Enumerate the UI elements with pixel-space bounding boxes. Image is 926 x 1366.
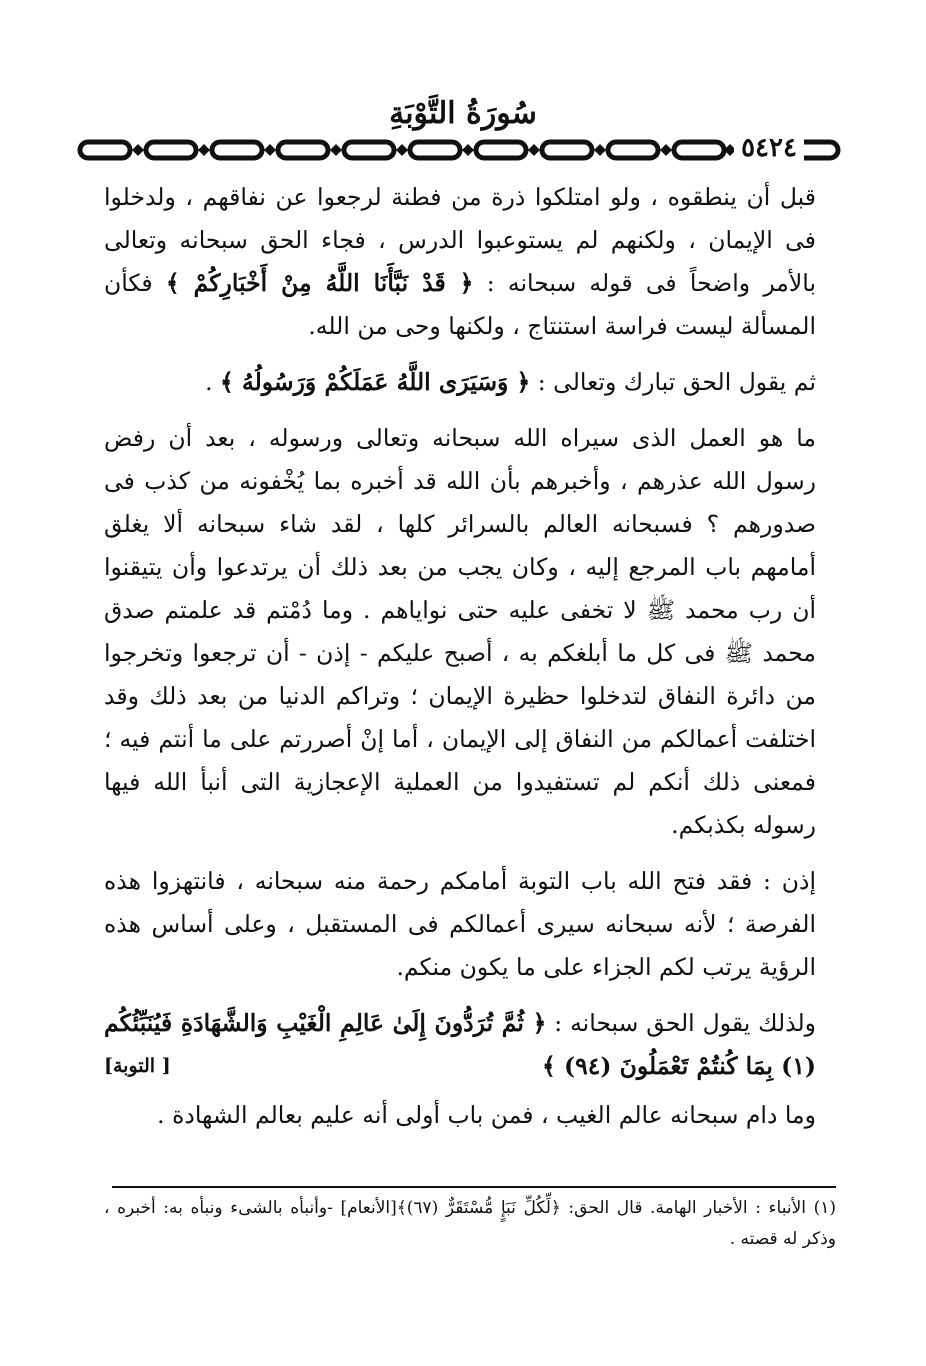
footnote: (١) الأنباء : الأخبار الهامة. قال الحق: ﴿لِّكُلِّ نَبَإٍ مُّسْتَقَرٌّ (٦٧)﴾[الأنعام] -وأنبأه بالشىء ونبأه به: أخبره ، وذكر له قصته . xyxy=(104,1198,836,1249)
paragraph xyxy=(104,1002,816,1088)
text-run: فكأن المسألة ليست فراسة استنتاج ، ولكنها وحى من الله. xyxy=(104,269,816,340)
ornamental-header-rule xyxy=(74,136,846,164)
footnote-divider xyxy=(112,1186,836,1188)
page-number: ٥٤٢٤ xyxy=(734,133,804,163)
paragraph: إذن : فقد فتح الله باب التوبة أمامكم رحمة منه سبحانه ، فانتهزوا هذه الفرصة ؛ لأنه سبحانه سيرى أعمالكم فى المستقبل ، وعلى أساس هذه الرؤية يرتب لكم الجزاء على ما يكون منكم. xyxy=(104,867,816,981)
paragraph: ما هو العمل الذى سيراه الله سبحانه وتعالى ورسوله ، بعد أن رفض رسول الله عذرهم ، وأخبرهم بأن الله قد أخبره بما يُخْفونه من كذب فى صدورهم ؟ فسبحانه العالم بالسرائر كلها ، لقد شاء سبحانه ألا يغلق أمامهم باب المرجع إليه ، وكان يجب من بعد ذلك أن يرتدعوا وأن يتيقنوا أن رب محمد ﷺ لا تخفى عليه حتى نواياهم . وما دُمْتم قد علمتم صدق محمد ﷺ فى كل ما أبلغكم به ، أصبح عليكم - إذن - أن ترجعوا وتخرجوا من دائرة النفاق لتدخلوا حظيرة الإيمان ؛ وتراكم الدنيا من بعد ذلك وقد اختلفت أعمالكم من النفاق إلى الإيمان ، أما إنْ أصررتم على ما أنتم فيه ؛ فمعنى ذلك أنكم لم تستفيدوا من العملية الإعجازية التى أنبأ الله فيها رسوله بكذبكم. xyxy=(104,424,816,839)
text-run: ثم يقول الحق تبارك وتعالى : xyxy=(530,368,816,396)
paragraph: وما دام سبحانه عالم الغيب ، فمن باب أولى أنه عليم بعالم الشهادة . xyxy=(157,1101,816,1129)
text-run: ولذلك يقول الحق سبحانه : xyxy=(546,1009,816,1037)
surah-title: سُورَةُ التَّوْبَةِ xyxy=(389,96,537,131)
quran-quote: ﴿ ثُمَّ تُرَدُّونَ إِلَىٰ عَالِمِ الْغَيْبِ وَالشَّهَادَةِ فَيُنَبِّئُكُم (١) بِمَا كُنتُمْ تَعْمَلُونَ (٩٤) ﴾ xyxy=(104,1009,816,1080)
verse-reference: [ التوبة] xyxy=(104,1055,171,1077)
text-run: قبل أن ينطقوه ، ولو امتلكوا ذرة من فطنة لرجعوا عن نفاقهم ، ولدخلوا فى الإيمان ، ولكنهم لم يستوعبوا الدرس ، فجاء الحق سبحانه وتعالى بالأمر واضحاً فى قوله سبحانه : xyxy=(104,183,817,297)
main-text xyxy=(104,176,816,1150)
text-run: . xyxy=(205,368,221,396)
quran-quote: ﴿ قَدْ نَبَّأَنَا اللَّهُ مِنْ أَخْبَارِكُمْ ﴾ xyxy=(165,269,474,297)
paragraph xyxy=(104,176,816,348)
quran-quote: ﴿ وَسَيَرَى اللَّهُ عَمَلَكُمْ وَرَسُولُهُ ﴾ xyxy=(220,368,531,396)
paragraph xyxy=(104,361,816,404)
